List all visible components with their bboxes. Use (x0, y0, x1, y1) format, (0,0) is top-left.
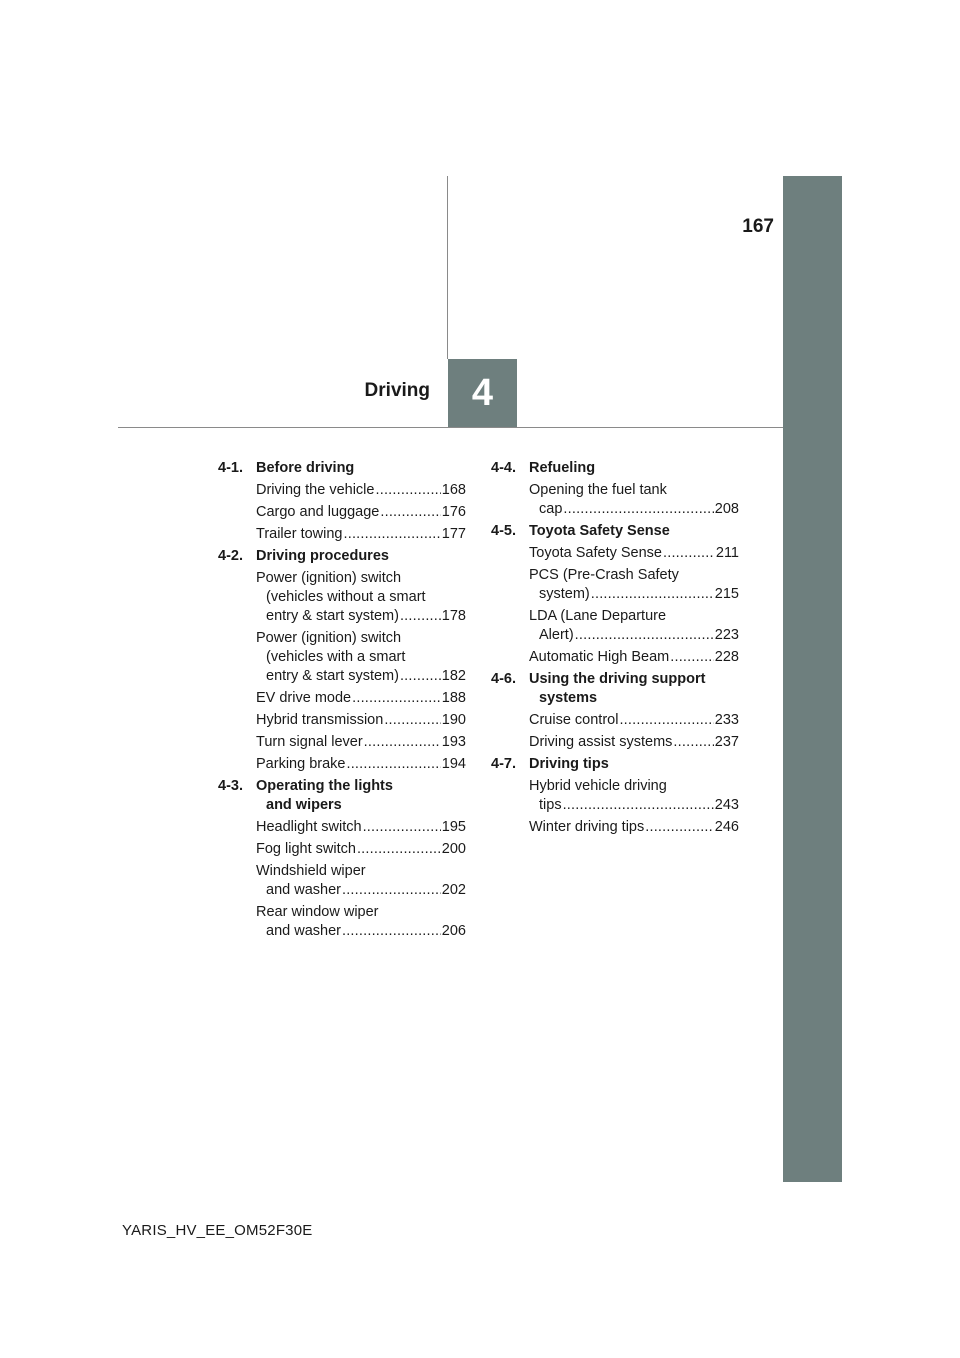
toc-entry-line (256, 689, 466, 708)
dot-leader (400, 667, 441, 686)
toc-page-number: 176 (441, 504, 466, 520)
toc-entry[interactable] (256, 818, 466, 840)
section-number: 4-4. (491, 460, 516, 476)
toc-page-number: 177 (441, 526, 466, 542)
toc-entry[interactable] (529, 777, 739, 818)
section-title-line: and wipers (266, 797, 342, 813)
toc-page-number: 246 (714, 819, 739, 835)
section-title-line: Using the driving support (529, 671, 706, 687)
dot-leader (352, 689, 441, 708)
toc-entry-text: Parking brake (256, 756, 346, 772)
toc-page-number: 178 (441, 608, 466, 624)
toc-section (218, 777, 466, 944)
section-number: 4-1. (218, 460, 243, 476)
toc-entry-line (256, 755, 466, 774)
toc-entry-line (529, 796, 739, 815)
dot-leader (563, 796, 714, 815)
toc-column-right (491, 459, 739, 840)
toc-entry-line (529, 500, 739, 519)
toc-entry-text: Turn signal lever (256, 734, 363, 750)
toc-page-number: 182 (441, 668, 466, 684)
toc-entry-text: Trailer towing (256, 526, 343, 542)
dot-leader (342, 881, 441, 900)
toc-page-number: 190 (441, 712, 466, 728)
toc-entry-line (256, 481, 466, 500)
section-title-line: Before driving (256, 460, 355, 476)
dot-leader (375, 481, 440, 500)
toc-entry[interactable] (256, 503, 466, 525)
toc-entry[interactable] (256, 711, 466, 733)
toc-entry-line (256, 881, 466, 900)
toc-page-number: 233 (714, 712, 739, 728)
toc-entry[interactable] (529, 566, 739, 607)
header-rule (118, 427, 783, 428)
toc-entry-line (529, 626, 739, 645)
toc-entry[interactable] (529, 607, 739, 648)
toc-entry[interactable] (529, 481, 739, 522)
dot-leader (380, 503, 440, 522)
section-title (529, 522, 739, 544)
page-number: 167 (742, 216, 774, 237)
toc-entry-text: Winter driving tips (529, 819, 645, 835)
section-title-line: Driving procedures (256, 548, 389, 564)
toc-entry-text: (vehicles with a smart (266, 649, 406, 665)
toc-section (218, 459, 466, 547)
toc-entry-text: Hybrid transmission (256, 712, 384, 728)
toc-entry-text: Headlight switch (256, 819, 362, 835)
dot-leader (344, 525, 441, 544)
toc-entry-text: entry & start system) (266, 668, 399, 684)
toc-entry-line (256, 922, 466, 941)
toc-entry-text: Toyota Safety Sense (529, 545, 662, 561)
toc-entry[interactable] (256, 755, 466, 777)
toc-entry[interactable] (256, 840, 466, 862)
toc-page-number: 223 (714, 627, 739, 643)
toc-entry[interactable] (256, 525, 466, 547)
toc-entry[interactable] (256, 733, 466, 755)
toc-entry[interactable] (256, 689, 466, 711)
dot-leader (563, 500, 713, 519)
toc-page-number: 237 (714, 734, 739, 750)
toc-entry-line (256, 525, 466, 544)
dot-leader (400, 607, 441, 626)
toc-entry-text: Power (ignition) switch (256, 630, 402, 646)
dot-leader (591, 585, 714, 604)
toc-entry[interactable] (529, 711, 739, 733)
section-title (529, 755, 739, 777)
toc-entry-line (256, 711, 466, 730)
toc-entry-text: entry & start system) (266, 608, 399, 624)
toc-page-number: 168 (441, 482, 466, 498)
toc-entry-text: Driving assist systems (529, 734, 673, 750)
toc-entry-text: Windshield wiper (256, 863, 366, 879)
toc-page-number: 195 (441, 819, 466, 835)
section-number: 4-7. (491, 756, 516, 772)
toc-entry-text: and washer (266, 882, 341, 898)
toc-section (491, 670, 739, 755)
section-number: 4-5. (491, 523, 516, 539)
toc-entry-text: Cargo and luggage (256, 504, 380, 520)
toc-entry[interactable] (529, 544, 739, 566)
toc-entry-text: Fog light switch (256, 841, 356, 857)
toc-entry-text: EV drive mode (256, 690, 352, 706)
section-title-line: Toyota Safety Sense (529, 523, 670, 539)
toc-page-number: 200 (441, 841, 466, 857)
toc-section (491, 755, 739, 840)
section-title-line: Driving tips (529, 756, 609, 772)
dot-leader (384, 711, 440, 730)
section-title (256, 777, 466, 818)
chapter-side-tab (783, 176, 842, 1182)
dot-leader (357, 840, 441, 859)
toc-entry-line (529, 648, 739, 667)
dot-leader (342, 922, 441, 941)
toc-entry-line (529, 544, 739, 563)
toc-entry-text: Hybrid vehicle driving (529, 778, 667, 794)
toc-entry-line (529, 733, 739, 752)
section-title (529, 670, 739, 711)
toc-entry-line (529, 585, 739, 604)
toc-section (491, 522, 739, 670)
toc-entry[interactable] (529, 818, 739, 840)
toc-entry-text: Cruise control (529, 712, 619, 728)
section-number: 4-3. (218, 778, 243, 794)
toc-entry-text: system) (539, 586, 590, 602)
toc-entry-text: Automatic High Beam (529, 649, 670, 665)
dot-leader (619, 711, 713, 730)
toc-section (491, 459, 739, 522)
chapter-title: Driving (364, 380, 430, 401)
dot-leader (663, 544, 715, 563)
toc-entry[interactable] (256, 481, 466, 503)
toc-entry-line (256, 818, 466, 837)
toc-entry-text: cap (539, 501, 563, 517)
toc-entry[interactable] (256, 903, 466, 944)
toc-entry-text: Driving the vehicle (256, 482, 375, 498)
dot-leader (673, 733, 713, 752)
toc-entry-text: LDA (Lane Departure (529, 608, 667, 624)
toc-page-number: 243 (714, 797, 739, 813)
toc-entry[interactable] (256, 629, 466, 689)
chapter-number-badge: 4 (448, 359, 517, 427)
toc-entry-text: PCS (Pre-Crash Safety (529, 567, 679, 583)
toc-page-number: 215 (714, 586, 739, 602)
vertical-divider (447, 176, 448, 359)
toc-entry[interactable] (529, 733, 739, 755)
dot-leader (346, 755, 440, 774)
toc-page-number: 193 (441, 734, 466, 750)
toc-section (218, 547, 466, 777)
toc-entry[interactable] (256, 862, 466, 903)
toc-page-number: 228 (714, 649, 739, 665)
toc-page-number: 211 (715, 545, 739, 561)
toc-page-number: 194 (441, 756, 466, 772)
toc-entry-text: and washer (266, 923, 341, 939)
section-number: 4-6. (491, 671, 516, 687)
toc-entry-line (256, 667, 466, 686)
section-title (256, 547, 466, 569)
dot-leader (363, 818, 441, 837)
toc-column-left (218, 459, 466, 944)
toc-entry-text: Alert) (539, 627, 574, 643)
toc-entry-line (529, 711, 739, 730)
toc-entry-text: tips (539, 797, 562, 813)
dot-leader (364, 733, 441, 752)
toc-entry-line (256, 733, 466, 752)
toc-page-number: 188 (441, 690, 466, 706)
toc-entry-text: Power (ignition) switch (256, 570, 402, 586)
toc-entry-text: Rear window wiper (256, 904, 379, 920)
dot-leader (645, 818, 714, 837)
dot-leader (670, 648, 714, 667)
section-title-line: Operating the lights (256, 778, 393, 794)
section-number: 4-2. (218, 548, 243, 564)
toc-entry-text: (vehicles without a smart (266, 589, 426, 605)
toc-entry[interactable] (256, 569, 466, 629)
toc-page-number: 202 (441, 882, 466, 898)
toc-page-number: 206 (441, 923, 466, 939)
section-title (529, 459, 739, 481)
section-title-line: Refueling (529, 460, 596, 476)
dot-leader (575, 626, 714, 645)
toc-entry[interactable] (529, 648, 739, 670)
toc-entry-line (256, 503, 466, 522)
document-code-footer: YARIS_HV_EE_OM52F30E (122, 1222, 313, 1239)
toc-entry-text: Opening the fuel tank (529, 482, 667, 498)
toc-page-number: 208 (714, 501, 739, 517)
toc-entry-line (256, 607, 466, 626)
section-title-line: systems (539, 690, 598, 706)
toc-entry-line (256, 840, 466, 859)
section-title (256, 459, 466, 481)
toc-entry-line (529, 818, 739, 837)
